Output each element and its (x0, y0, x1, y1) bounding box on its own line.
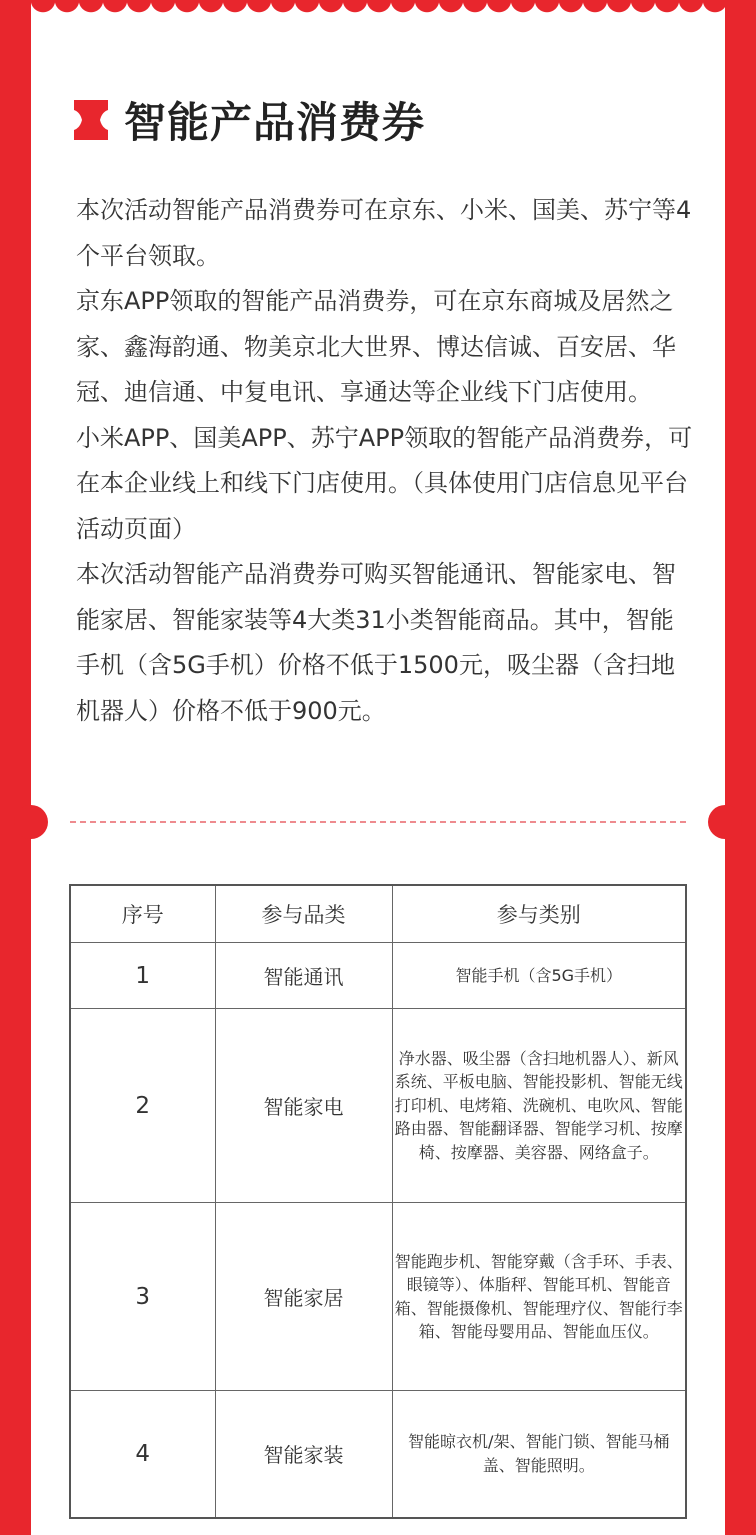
row-category: 智能家居 (215, 1203, 392, 1391)
row-category: 智能家电 (215, 1009, 392, 1203)
row-index: 3 (70, 1203, 215, 1391)
row-category: 智能家装 (215, 1391, 392, 1518)
row-types: 智能跑步机、智能穿戴（含手环、手表、眼镜等）、体脂秤、智能耳机、智能音箱、智能摄像机、智能理疗仪、智能行李箱、智能母婴用品、智能血压仪。 (392, 1203, 686, 1391)
row-types: 智能手机（含5G手机） (392, 943, 686, 1009)
header-types: 参与类别 (392, 885, 686, 943)
dashed-divider (70, 821, 686, 823)
row-index: 1 (70, 943, 215, 1009)
table-header-row (70, 885, 686, 943)
row-index: 4 (70, 1391, 215, 1518)
paragraph: 本次活动智能产品消费券可在京东、小米、国美、苏宁等4个平台领取。 (76, 196, 692, 270)
ticket-notch-right (708, 805, 742, 839)
header-index: 序号 (70, 885, 215, 943)
description (76, 188, 696, 734)
row-types: 智能晾衣机/架、智能门锁、智能马桶盖、智能照明。 (392, 1391, 686, 1518)
paragraph: 京东APP领取的智能产品消费券，可在京东商城及居然之家、鑫海韵通、物美京北大世界、博达信诚、百安居、华冠、迪信通、中复电讯、享通达等企业线下门店使用。 (76, 287, 676, 406)
ticket-notch-left (14, 805, 48, 839)
paragraph: 小米APP、国美APP、苏宁APP领取的智能产品消费券，可在本企业线上和线下门店使用。（具体使用门店信息见平台活动页面） (76, 423, 693, 543)
scalloped-edge (31, 0, 725, 26)
table-row (70, 943, 686, 1009)
category-table (69, 884, 687, 1519)
row-index: 2 (70, 1009, 215, 1203)
paragraph: 本次活动智能产品消费券可购买智能通讯、智能家电、智能家居、智能家装等4大类31小类智能商品。其中，智能手机（含5G手机）价格不低于1500元，吸尘器（含扫地机器人）价格不低于900元。 (76, 560, 676, 725)
ribbon-icon (72, 98, 110, 142)
table-row (70, 1391, 686, 1518)
table-row (70, 1009, 686, 1203)
row-types: 净水器、吸尘器（含扫地机器人）、新风系统、平板电脑、智能投影机、智能无线打印机、电烤箱、洗碗机、电吹风、智能路由器、智能翻译器、智能学习机、按摩椅、按摩器、美容器、网络盒子。 (392, 1009, 686, 1203)
page-title: 智能产品消费券 (124, 98, 426, 147)
section-header (72, 88, 425, 152)
row-category: 智能通讯 (215, 943, 392, 1009)
table-row (70, 1203, 686, 1391)
header-category: 参与品类 (215, 885, 392, 943)
